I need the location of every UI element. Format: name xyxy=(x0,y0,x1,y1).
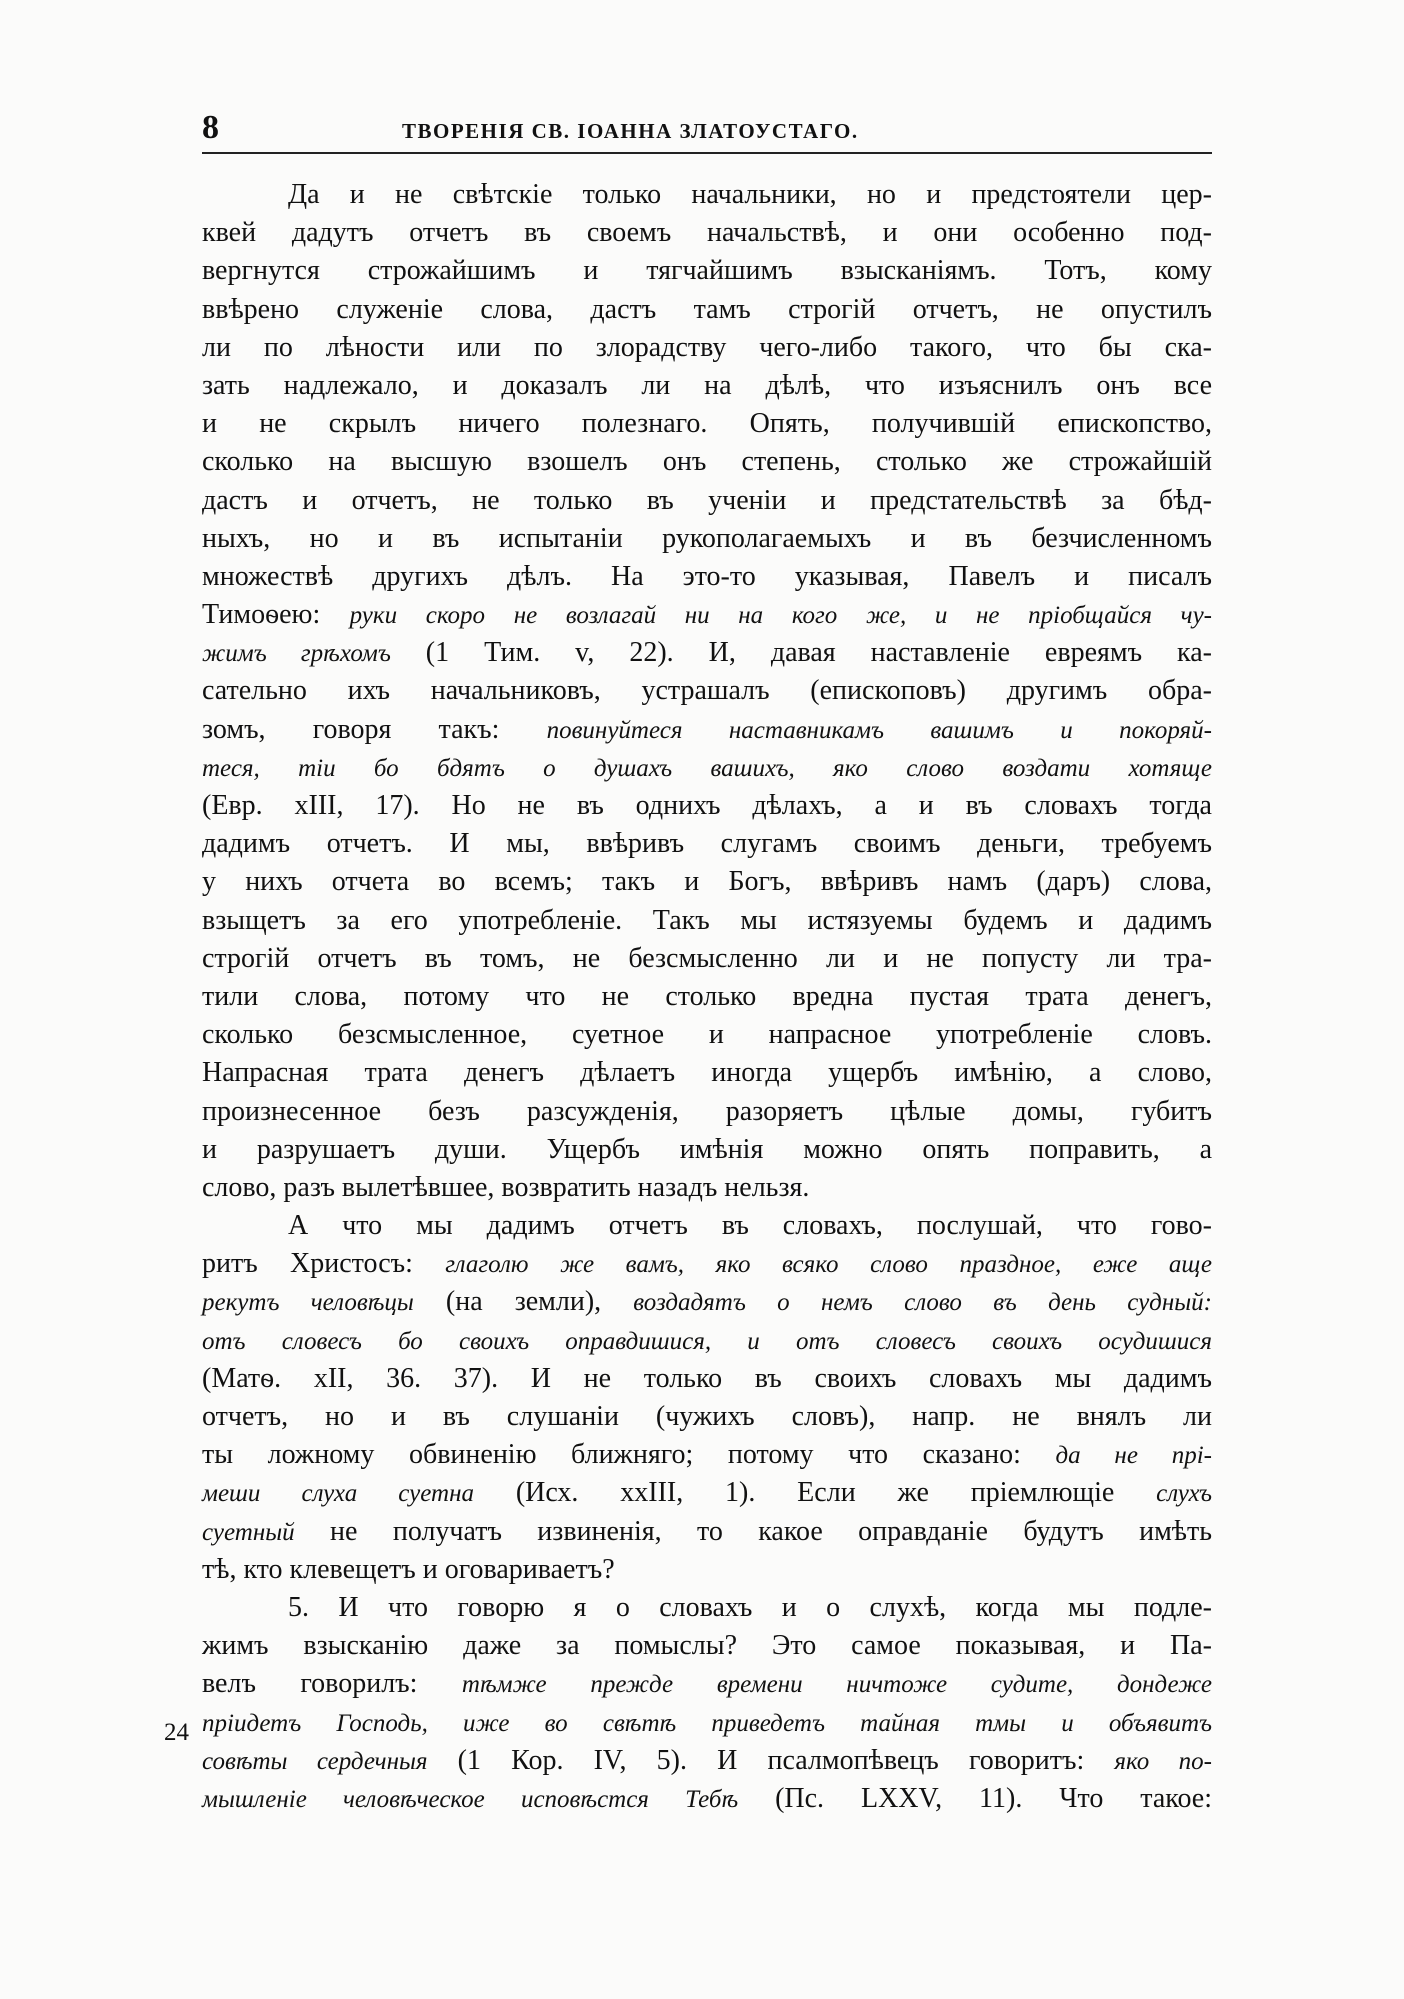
line-text: А что мы дадимъ отчетъ въ словахъ, послушай, что гово- xyxy=(288,1210,1212,1242)
line-text: квей дадутъ отчетъ въ своемъ начальствѣ, и они особенно под- xyxy=(202,217,1212,249)
line-text: не получатъ извиненія, то какое оправданіе будутъ имѣть xyxy=(294,1515,1212,1547)
line-text: ввѣрено служеніе слова, дастъ тамъ строгій отчетъ, не опустилъ xyxy=(202,293,1212,325)
line-text: сательно ихъ начальниковъ, устрашалъ (епископовъ) другимъ обра- xyxy=(202,675,1212,707)
quotation-text: слухъ xyxy=(1156,1480,1212,1508)
line-text: (1 Кор. IV, 5). И псалмопѣвецъ говоритъ: xyxy=(427,1744,1115,1776)
line-text: слово, разъ вылетѣвшее, возвратить назадъ нельзя. xyxy=(202,1171,810,1203)
quotation-text: жимъ грѣхомъ xyxy=(202,640,391,668)
line-text: (1 Тим. v, 22). И, давая наставленіе евреямъ ка- xyxy=(390,637,1212,669)
text-line xyxy=(202,1016,1212,1054)
text-line xyxy=(202,1627,1212,1665)
line-text: зать надлежало, и доказалъ ли на дѣлѣ, что изъяснилъ онъ все xyxy=(202,369,1212,401)
quotation-text: руки скоро не возлагай ни на кого же, и не пріобщайся чу- xyxy=(349,602,1213,630)
quotation-text: да не прі- xyxy=(1055,1442,1212,1470)
quotation-text: яко по- xyxy=(1114,1747,1212,1775)
text-line xyxy=(202,978,1212,1016)
margin-number: 24 xyxy=(164,1719,189,1746)
text-line xyxy=(202,1245,1212,1283)
quotation-text: тѣмже прежде времени ничтоже судите, дондеже xyxy=(461,1671,1213,1699)
text-line xyxy=(202,1513,1212,1551)
line-text: (Исх. xxIII, 1). Если же пріемлющіе xyxy=(474,1477,1157,1509)
text-line xyxy=(202,1093,1212,1131)
text-line xyxy=(202,1398,1212,1436)
page-header xyxy=(202,108,1212,154)
line-text: Тимоѳею: xyxy=(202,599,350,631)
text-line xyxy=(202,787,1212,825)
text-line xyxy=(202,1054,1212,1092)
text-line xyxy=(202,863,1212,901)
quotation-text: пріидетъ Господь, иже во свѣтѣ приведетъ тайная тмы и объявитъ xyxy=(202,1709,1212,1737)
text-line xyxy=(202,1551,1212,1589)
text-line xyxy=(202,634,1212,672)
body-text xyxy=(202,176,1212,1818)
line-text: зомъ, говоря такъ: xyxy=(202,713,547,745)
text-line xyxy=(202,367,1212,405)
line-text: тили слова, потому что не столько вредна пустая трата денегъ, xyxy=(202,980,1212,1012)
text-line xyxy=(202,1474,1212,1512)
line-text: взыщетъ за его употребленіе. Такъ мы истязуемы будемъ и дадимъ xyxy=(202,904,1212,936)
line-text: (Матѳ. xII, 36. 37). И не только въ своихъ словахъ мы дадимъ xyxy=(202,1362,1212,1394)
text-line xyxy=(202,940,1212,978)
text-line xyxy=(202,749,1212,787)
line-text: (Пс. LXXV, 11). Что такое: xyxy=(738,1782,1213,1814)
text-line xyxy=(202,1207,1212,1245)
text-line xyxy=(202,1169,1212,1207)
text-line xyxy=(202,405,1212,443)
line-text: сколько безсмысленное, суетное и напрасное употребленіе словъ. xyxy=(202,1019,1212,1051)
line-text: Да и не свѣтскіе только начальники, но и предстоятели цер- xyxy=(288,179,1212,210)
text-line xyxy=(202,825,1212,863)
text-line xyxy=(202,520,1212,558)
text-line xyxy=(202,1360,1212,1398)
quotation-text: теся, тіи бо бдятъ о душахъ вашихъ, яко слово воздати хотяще xyxy=(202,754,1212,782)
quotation-text: мешu слуха суетна xyxy=(202,1480,475,1508)
line-text: множествѣ другихъ дѣлъ. На это-то указывая, Павелъ и писалъ xyxy=(202,560,1212,592)
text-line xyxy=(202,214,1212,252)
running-title: ТВОРЕНІЯ СВ. ІОАННА ЗЛАТОУСТАГО. xyxy=(402,119,859,143)
quotation-text: отъ словесъ бо своихъ оправдишися, и отъ словесъ своихъ осудишися xyxy=(202,1327,1212,1355)
text-line xyxy=(202,1665,1212,1703)
line-text: и не скрылъ ничего полезнаго. Опять, получившій епископство, xyxy=(202,408,1212,440)
text-line xyxy=(202,482,1212,520)
text-line xyxy=(202,1436,1212,1474)
text-line xyxy=(202,1589,1212,1627)
text-line xyxy=(202,711,1212,749)
line-text: ли по лѣности или по злорадству чего-либо такого, что бы ска- xyxy=(202,331,1212,363)
line-text: ты ложному обвиненію ближняго; потому что сказано: xyxy=(202,1439,1056,1471)
line-text: Напрасная трата денегъ дѣлаетъ иногда ущербъ имѣнію, а слово, xyxy=(202,1057,1212,1089)
line-text: дадимъ отчетъ. И мы, ввѣривъ слугамъ своимъ деньги, требуемъ xyxy=(202,828,1212,860)
text-line xyxy=(202,596,1212,634)
line-text: ныхъ, но и въ испытаніи рукополагаемыхъ и въ безчисленномъ xyxy=(202,522,1212,554)
text-line xyxy=(202,1131,1212,1169)
line-text: вергнутся строжайшимъ и тягчайшимъ взысканіямъ. Тотъ, кому xyxy=(202,255,1212,287)
line-text: жимъ взысканію даже за помыслы? Это самое показывая, и Па- xyxy=(202,1630,1212,1662)
line-text: дастъ и отчетъ, не только въ ученіи и предстательствѣ за бѣд- xyxy=(202,484,1212,516)
quotation-text: повинуйтеся наставникамъ вашимъ и покоряй- xyxy=(546,716,1212,744)
line-text: строгій отчетъ въ томъ, не безсмысленно ли и не попусту ли тра- xyxy=(202,942,1212,974)
page-number: 8 xyxy=(202,109,219,146)
line-text: сколько на высшую взошелъ онъ степень, столько же строжайшій xyxy=(202,446,1212,478)
text-line xyxy=(202,1322,1212,1360)
text-line xyxy=(202,902,1212,940)
line-text: (на земли), xyxy=(413,1286,634,1318)
text-line xyxy=(202,1742,1212,1780)
line-text: велъ говорилъ: xyxy=(202,1668,462,1700)
text-line xyxy=(202,291,1212,329)
quotation-text: мышленіе человѣческое исповѣстся Тебѣ xyxy=(202,1785,739,1813)
text-line xyxy=(202,672,1212,710)
quotation-text: рекутъ человѣцы xyxy=(202,1289,414,1317)
text-line xyxy=(202,176,1212,214)
text-line xyxy=(202,443,1212,481)
text-line xyxy=(202,1780,1212,1818)
text-line xyxy=(202,329,1212,367)
quotation-text: суетный xyxy=(202,1518,295,1546)
line-text: тѣ, кто клевещетъ и оговариваетъ? xyxy=(202,1553,615,1585)
quotation-text: воздадятъ о немъ слово въ день судный: xyxy=(633,1289,1212,1317)
quotation-text: глаголю же вамъ, яко всяко слово праздное, еже аще xyxy=(445,1251,1212,1279)
text-line xyxy=(202,558,1212,596)
line-text: у нихъ отчета во всемъ; такъ и Богъ, ввѣривъ намъ (даръ) слова, xyxy=(202,866,1212,898)
line-text: отчетъ, но и въ слушаніи (чужихъ словъ), напр. не внялъ ли xyxy=(202,1401,1212,1432)
line-text: ритъ Христосъ: xyxy=(202,1248,446,1280)
line-text: произнесенное безъ разсужденія, разоряетъ цѣлые домы, губитъ xyxy=(202,1095,1212,1127)
quotation-text: совѣты сердечныя xyxy=(202,1747,428,1775)
text-line xyxy=(202,252,1212,290)
line-text: и разрушаетъ души. Ущербъ имѣнія можно опять поправить, а xyxy=(202,1133,1212,1165)
line-text: (Евр. xIII, 17). Но не въ однихъ дѣлахъ, а и въ словахъ тогда xyxy=(202,790,1212,821)
text-line xyxy=(202,1283,1212,1321)
line-text: 5. И что говорю я о словахъ и о слухѣ, когда мы подле- xyxy=(288,1591,1212,1623)
text-line xyxy=(202,1704,1212,1742)
